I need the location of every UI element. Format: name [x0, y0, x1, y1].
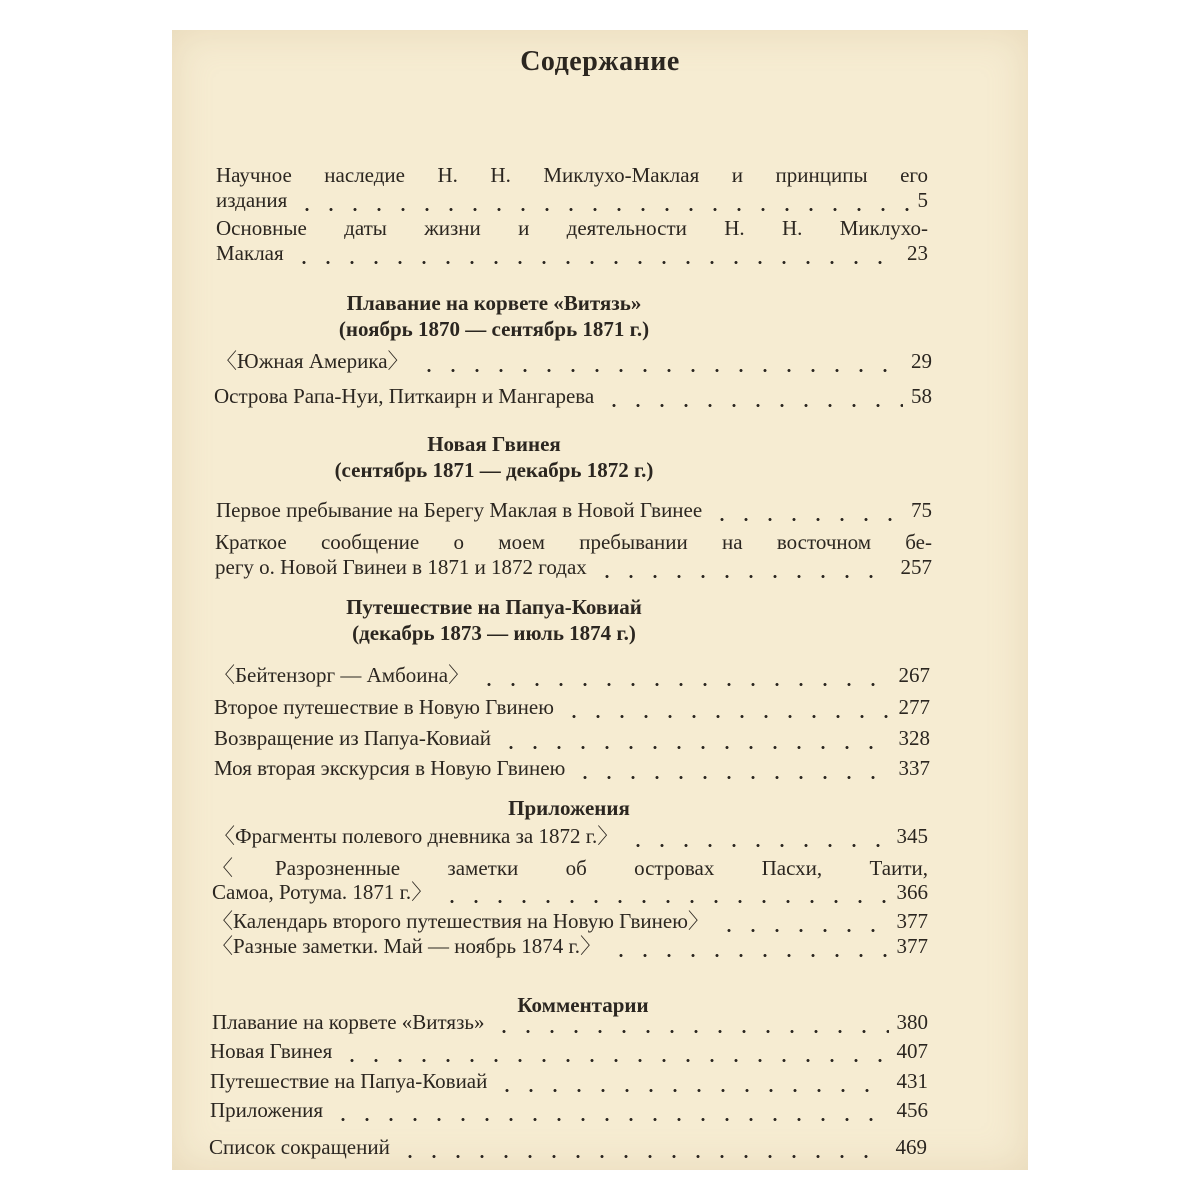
page-number: 456 — [896, 1098, 928, 1122]
toc-entry-text: 〈Бейтензорг — Амбоина〉 — [214, 663, 470, 687]
toc-entry-text: 〈Разрозненные заметки об островах Пасхи, Таити, — [212, 856, 928, 880]
toc-entry-text: Новая Гвинея — [210, 1039, 333, 1063]
dot-leader — [292, 259, 899, 266]
toc-entry-text: Научное наследие Н. Н. Миклухо-Маклая и принципы его — [216, 163, 928, 187]
toc-entry-text: Моя вторая экскурсия в Новую Гвинею — [214, 756, 566, 780]
toc-entry-text: Острова Рапа-Нуи, Питкаирн и Мангарева — [214, 384, 595, 408]
dot-leader — [626, 842, 888, 849]
page-number: 328 — [898, 726, 930, 750]
toc-entry-text: Маклая — [216, 241, 284, 265]
section-heading: Путешествие на Папуа-Ковиай (декабрь 1873 — июль 1874 г.) — [346, 595, 642, 645]
dot-leader — [340, 1057, 888, 1064]
dot-leader — [398, 1153, 888, 1160]
toc-entry-text: Путешествие на Папуа-Ковиай — [210, 1069, 488, 1093]
page-number: 377 — [896, 909, 928, 933]
dot-leader — [602, 402, 903, 409]
toc-entry-text: Первое пребывание на Берегу Маклая в Новой Гвинее — [216, 498, 703, 522]
section-heading: Комментарии — [517, 993, 649, 1017]
toc-entry-text: 〈Разные заметки. Май — ноябрь 1874 г.〉 — [212, 934, 602, 958]
dot-leader — [609, 952, 888, 959]
toc-entry-text: 〈Фрагменты полевого дневника за 1872 г.〉 — [214, 824, 619, 848]
page-number: 380 — [896, 1010, 928, 1034]
toc-entry-text: Краткое сообщение о моем пребывании на восточном бе- — [215, 530, 932, 554]
page-number: 29 — [911, 349, 932, 373]
dot-leader — [477, 681, 890, 688]
toc-entry-text: 〈Южная Америка〉 — [216, 349, 409, 373]
page-number: 75 — [911, 498, 932, 522]
toc-entry-text: Плавание на корвете «Витязь» — [212, 1010, 485, 1034]
dot-leader — [440, 898, 888, 905]
page-number: 337 — [898, 756, 930, 780]
toc-entry-text: 〈Календарь второго путешествия на Новую Гвинею〉 — [212, 909, 709, 933]
toc-entry-text: издания — [216, 188, 288, 212]
dot-leader — [573, 774, 890, 781]
toc-entry-text: Список сокращений — [209, 1135, 390, 1159]
page-number: 345 — [896, 824, 928, 848]
dot-leader — [295, 206, 909, 213]
dot-leader — [710, 516, 903, 523]
section-heading: Приложения — [508, 796, 630, 820]
page-number: 431 — [896, 1069, 928, 1093]
toc-entry-text: Основные даты жизни и деятельности Н. Н. Миклухо- — [216, 216, 928, 240]
section-heading: Новая Гвинея (сентябрь 1871 — декабрь 1872 г.) — [334, 432, 654, 482]
page-number: 5 — [917, 188, 928, 212]
page-number: 277 — [898, 695, 930, 719]
toc-entry-text: Приложения — [210, 1098, 324, 1122]
page-number: 377 — [896, 934, 928, 958]
section-heading: Плавание на корвете «Витязь» (ноябрь 1870 — сентябрь 1871 г.) — [338, 291, 650, 341]
book-page — [172, 30, 1028, 1170]
toc-entry-text: регу о. Новой Гвинеи в 1871 и 1872 годах — [215, 555, 587, 579]
dot-leader — [499, 744, 890, 751]
dot-leader — [595, 573, 893, 580]
dot-leader — [331, 1116, 888, 1123]
dot-leader — [492, 1028, 888, 1035]
page-number: 469 — [895, 1135, 927, 1159]
dot-leader — [417, 367, 903, 374]
page-number: 407 — [896, 1039, 928, 1063]
page-number: 267 — [898, 663, 930, 687]
page-number: 58 — [911, 384, 932, 408]
page-number: 366 — [896, 880, 928, 904]
page-number: 257 — [900, 555, 932, 579]
dot-leader — [562, 713, 891, 720]
page-number: 23 — [907, 241, 928, 265]
page-title: Содержание — [520, 46, 680, 77]
toc-entry-text: Второе путешествие в Новую Гвинею — [214, 695, 554, 719]
toc-entry-text: Самоа, Ротума. 1871 г.〉 — [212, 880, 433, 904]
toc-entry-text: Возвращение из Папуа-Ковиай — [214, 726, 492, 750]
dot-leader — [495, 1087, 888, 1094]
